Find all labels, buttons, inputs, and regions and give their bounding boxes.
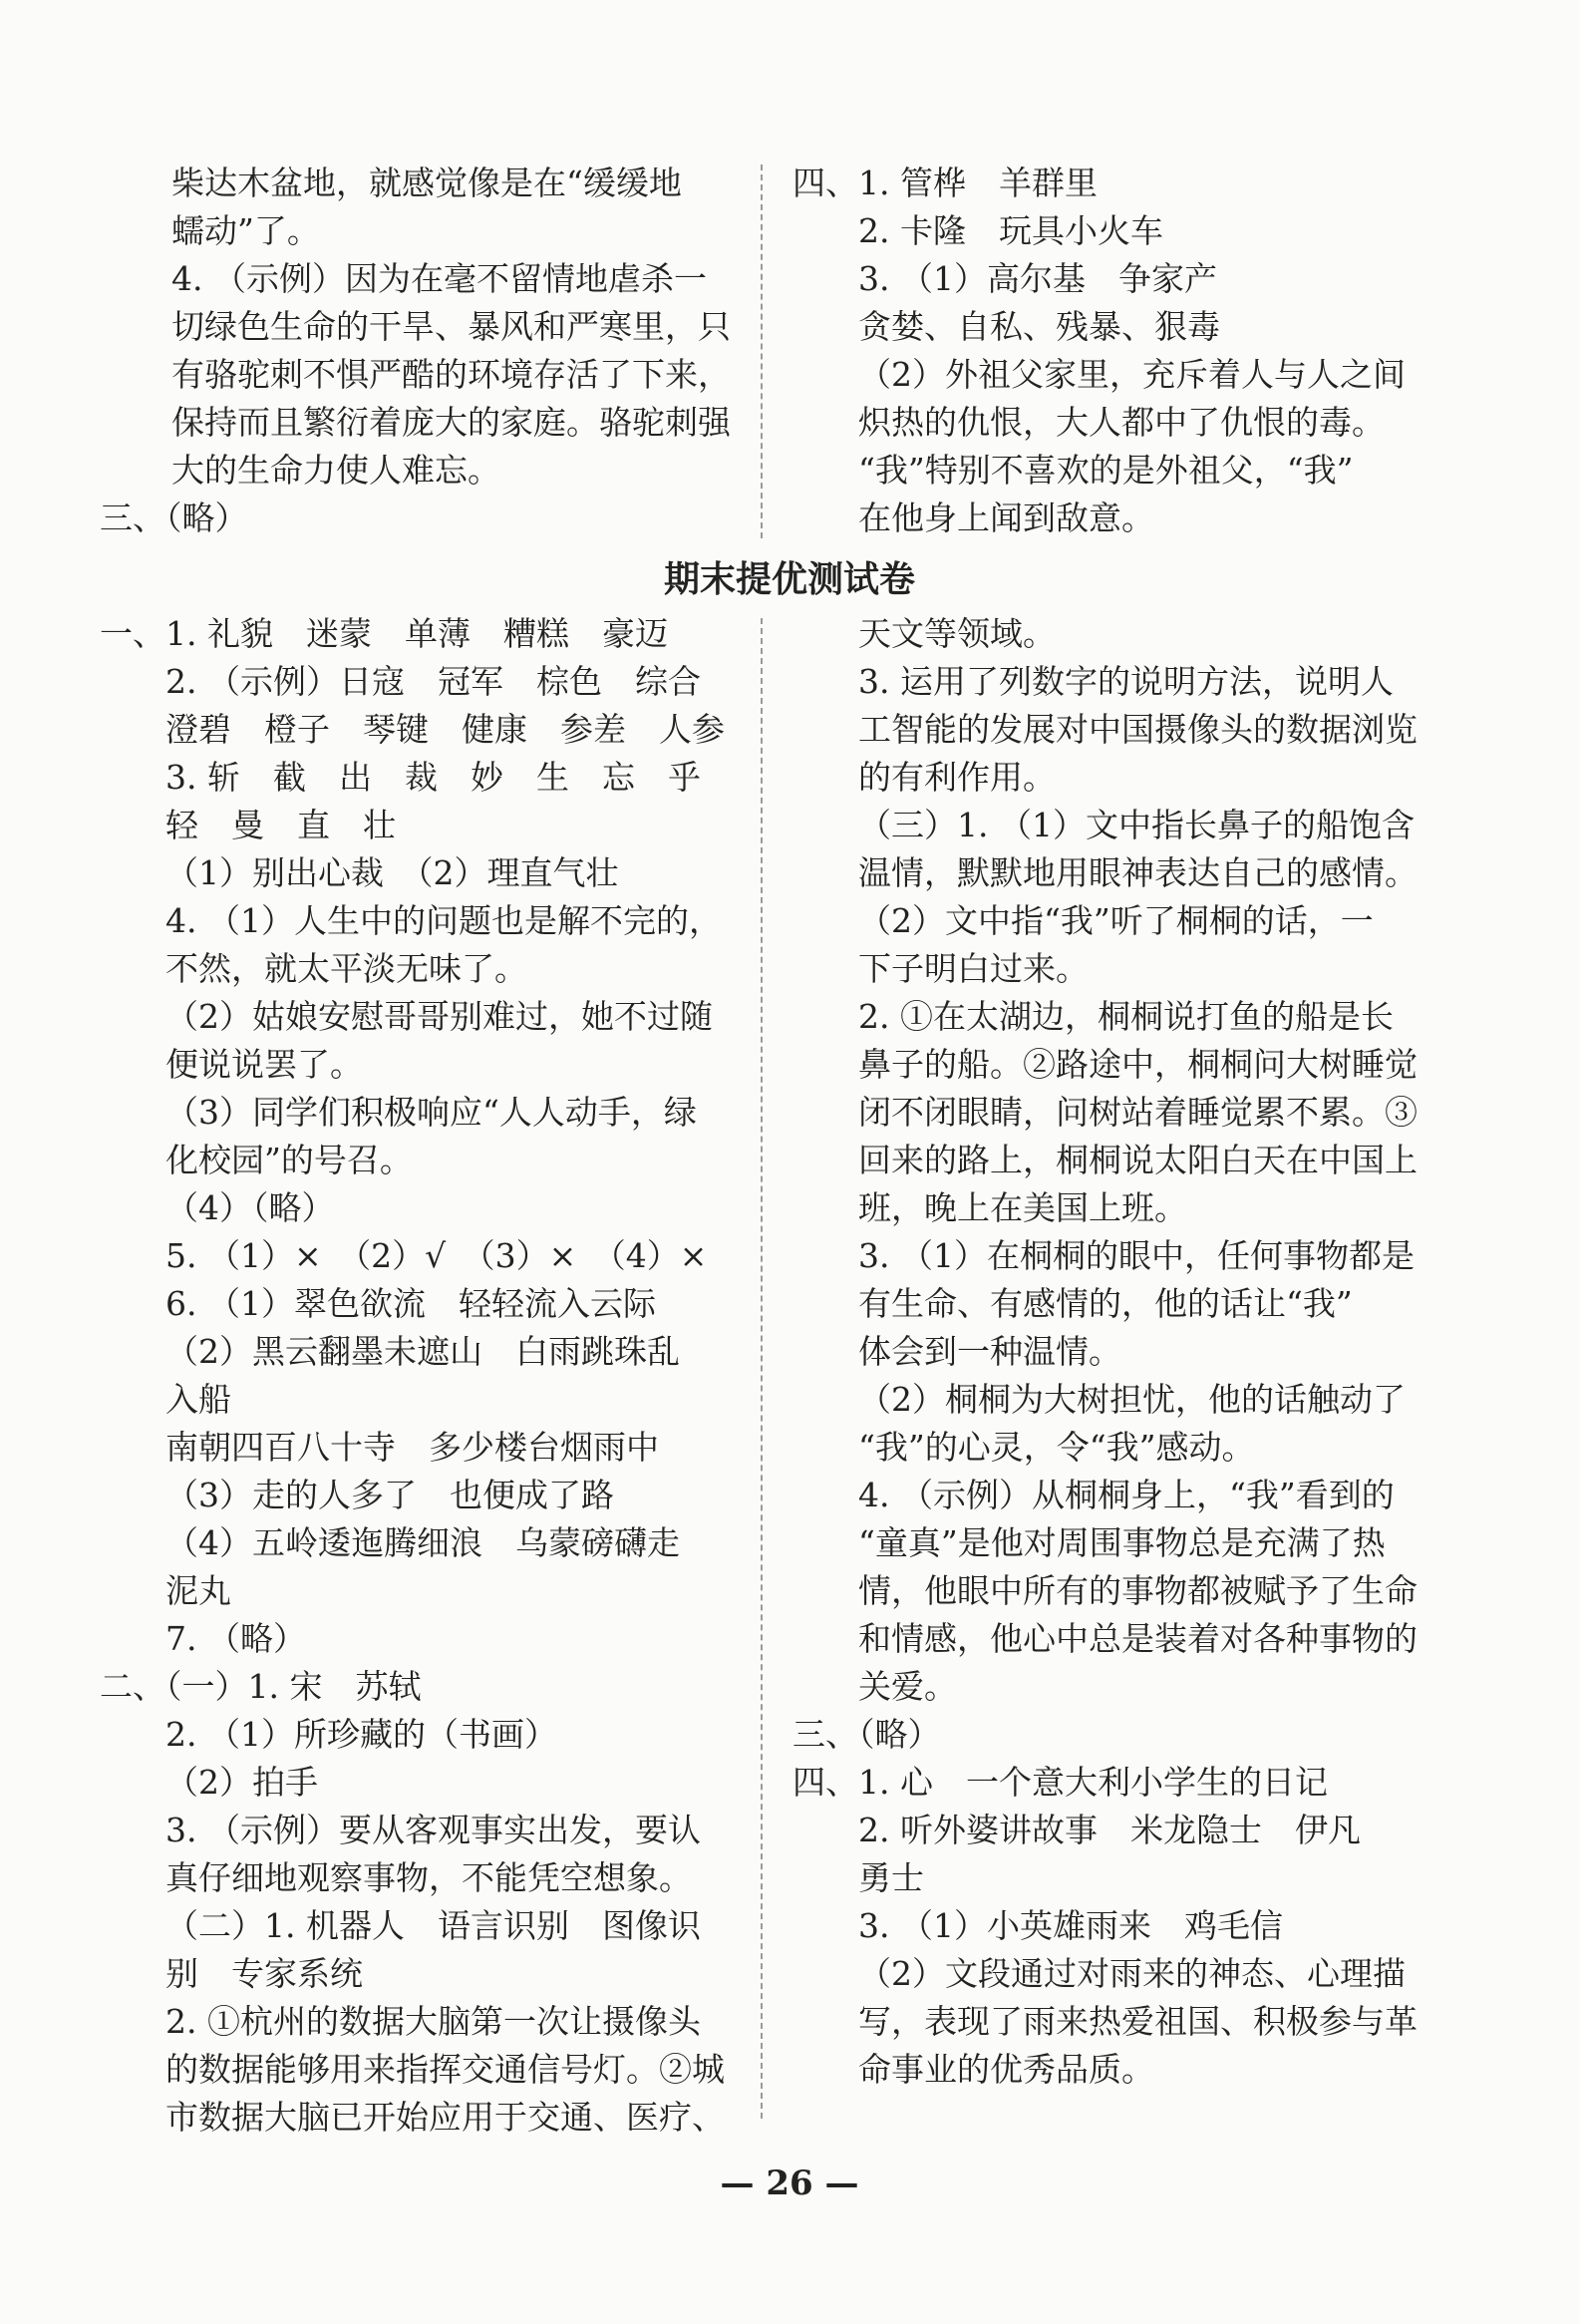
text-line: 蠕动”了。 xyxy=(171,211,320,250)
text-line: （2）姑娘安慰哥哥别难过，她不过随 xyxy=(165,997,713,1036)
left-column xyxy=(100,610,738,2142)
text-line: 二、（一）1. 宋 苏轼 xyxy=(100,1667,422,1706)
text-line: 写，表现了雨来热爱祖国、积极参与革 xyxy=(858,2002,1418,2041)
text-line: “我”特别不喜欢的是外祖父，“我” xyxy=(858,451,1354,490)
text-line: 闭不闭眼睛，问树站着睡觉累不累。③ xyxy=(858,1093,1418,1132)
text-line: “童真”是他对周围事物总是充满了热 xyxy=(858,1523,1386,1562)
text-line: 的有利作用。 xyxy=(858,758,1056,797)
text-line: 温情，默默地用眼神表达自己的感情。 xyxy=(858,853,1418,892)
text-line: 不然，就太平淡无味了。 xyxy=(165,949,527,988)
text-line: 市数据大脑已开始应用于交通、医疗、 xyxy=(165,2098,725,2137)
text-line: 四、1. 管桦 羊群里 xyxy=(792,164,1098,202)
page-number: — 26 — xyxy=(720,2163,859,2203)
text-line: 一、1. 礼貌 迷蒙 单薄 糟糕 豪迈 xyxy=(100,614,668,653)
text-line: 大的生命力使人难忘。 xyxy=(171,451,500,490)
text-line: 保持而且繁衍着庞大的家庭。骆驼刺强 xyxy=(171,403,731,442)
text-line: （4）五岭逶迤腾细浪 乌蒙磅礴走 xyxy=(165,1523,680,1562)
text-line: 6. （1）翠色欲流 轻轻流入云际 xyxy=(165,1284,656,1323)
text-line: 的数据能够用来指挥交通信号灯。②城 xyxy=(165,2050,725,2089)
text-line: 有生命、有感情的，他的话让“我” xyxy=(858,1284,1353,1323)
text-line: 情，他眼中所有的事物都被赋予了生命 xyxy=(858,1571,1418,1610)
text-line: （2）桐桐为大树担忧，他的话触动了 xyxy=(858,1380,1406,1419)
text-line: “我”的心灵，令“我”感动。 xyxy=(858,1428,1255,1467)
text-line: （2）外祖父家里，充斥着人与人之间 xyxy=(858,355,1406,394)
text-line: （2）文段通过对雨来的神态、心理描 xyxy=(858,1954,1406,1993)
text-line: 入船 xyxy=(165,1380,231,1419)
text-line: （2）文中指“我”听了桐桐的话，一 xyxy=(858,901,1374,940)
text-line: （2）黑云翻墨未遮山 白雨跳珠乱 xyxy=(165,1332,680,1371)
text-line: 和情感，他心中总是装着对各种事物的 xyxy=(858,1619,1418,1658)
text-line: 真仔细地观察事物，不能凭空想象。 xyxy=(165,1858,692,1897)
section-title: 期末提优测试卷 xyxy=(663,558,915,600)
text-line: 2. ①在太湖边，桐桐说打鱼的船是长 xyxy=(858,997,1394,1036)
text-line: 班，晚上在美国上班。 xyxy=(858,1188,1187,1227)
text-line: （2）拍手 xyxy=(165,1763,318,1802)
text-line: 4. （示例）从桐桐身上，“我”看到的 xyxy=(858,1476,1395,1514)
text-line: 轻 曼 直 壮 xyxy=(165,806,396,844)
text-line: 有骆驼刺不惧严酷的环境存活了下来， xyxy=(171,355,731,394)
text-line: 切绿色生命的干旱、暴风和严寒里，只 xyxy=(171,307,731,346)
text-line: 3. （示例）要从客观事实出发，要认 xyxy=(165,1811,701,1849)
text-line: 四、1. 心 一个意大利小学生的日记 xyxy=(792,1763,1328,1802)
text-line: （3）同学们积极响应“人人动手，绿 xyxy=(165,1093,697,1132)
text-line: 关爱。 xyxy=(858,1667,957,1706)
column-divider-top xyxy=(761,165,763,538)
text-line: 体会到一种温情。 xyxy=(858,1332,1121,1371)
text-line: （三）1. （1）文中指长鼻子的船饱含 xyxy=(858,806,1415,844)
text-line: （二）1. 机器人 语言识别 图像识 xyxy=(165,1906,701,1945)
text-line: 便说说罢了。 xyxy=(165,1045,363,1084)
column-divider-main xyxy=(761,618,763,2119)
text-line: 4. （示例）因为在毫不留情地虐杀一 xyxy=(171,259,707,298)
text-line: 2. ①杭州的数据大脑第一次让摄像头 xyxy=(165,2002,701,2041)
text-line: 3. （1）在桐桐的眼中，任何事物都是 xyxy=(858,1236,1415,1275)
text-line: 泥丸 xyxy=(165,1571,231,1610)
text-line: 5. （1）× （2）√ （3）× （4）× xyxy=(165,1236,708,1275)
text-line: （1）别出心裁 （2）理直气壮 xyxy=(165,853,619,892)
right-column xyxy=(792,610,1490,2094)
top-left-column xyxy=(100,160,738,542)
text-line: 回来的路上，桐桐说太阳白天在中国上 xyxy=(858,1141,1418,1179)
text-line: 2. 听外婆讲故事 米龙隐士 伊凡 xyxy=(858,1811,1361,1849)
text-line: 3. 运用了列数字的说明方法，说明人 xyxy=(858,662,1394,701)
text-line: 3. （1）高尔基 争家产 xyxy=(858,259,1217,298)
text-line: 2. 卡隆 玩具小火车 xyxy=(858,211,1163,250)
text-line: 澄碧 橙子 琴键 健康 参差 人参 xyxy=(165,710,725,749)
top-right-column xyxy=(792,160,1490,542)
text-line: 在他身上闻到敌意。 xyxy=(858,498,1154,537)
text-line: 三、（略） xyxy=(100,498,248,537)
text-line: 三、（略） xyxy=(792,1715,941,1754)
text-line: 别 专家系统 xyxy=(165,1954,363,1993)
text-line: （3）走的人多了 也便成了路 xyxy=(165,1476,614,1514)
text-line: 7. （略） xyxy=(165,1619,306,1658)
text-line: 南朝四百八十寺 多少楼台烟雨中 xyxy=(165,1428,659,1467)
text-line: 2. （示例）日寇 冠军 棕色 综合 xyxy=(165,662,701,701)
text-line: 化校园”的号召。 xyxy=(165,1141,413,1179)
text-line: 下子明白过来。 xyxy=(858,949,1089,988)
text-line: 命事业的优秀品质。 xyxy=(858,2050,1154,2089)
text-line: 天文等领域。 xyxy=(858,614,1056,653)
text-line: 4. （1）人生中的问题也是解不完的， xyxy=(165,901,722,940)
text-line: 鼻子的船。②路途中，桐桐问大树睡觉 xyxy=(858,1045,1418,1084)
text-line: 工智能的发展对中国摄像头的数据浏览 xyxy=(858,710,1418,749)
text-line: 3. 斩 截 出 裁 妙 生 忘 乎 xyxy=(165,758,701,797)
text-line: 2. （1）所珍藏的（书画） xyxy=(165,1715,557,1754)
text-line: 炽热的仇恨，大人都中了仇恨的毒。 xyxy=(858,403,1385,442)
text-line: 勇士 xyxy=(858,1858,924,1897)
text-line: 柴达木盆地，就感觉像是在“缓缓地 xyxy=(171,164,682,202)
text-line: （4）（略） xyxy=(165,1188,335,1227)
text-line: 贪婪、自私、残暴、狠毒 xyxy=(858,307,1220,346)
text-line: 3. （1）小英雄雨来 鸡毛信 xyxy=(858,1906,1283,1945)
